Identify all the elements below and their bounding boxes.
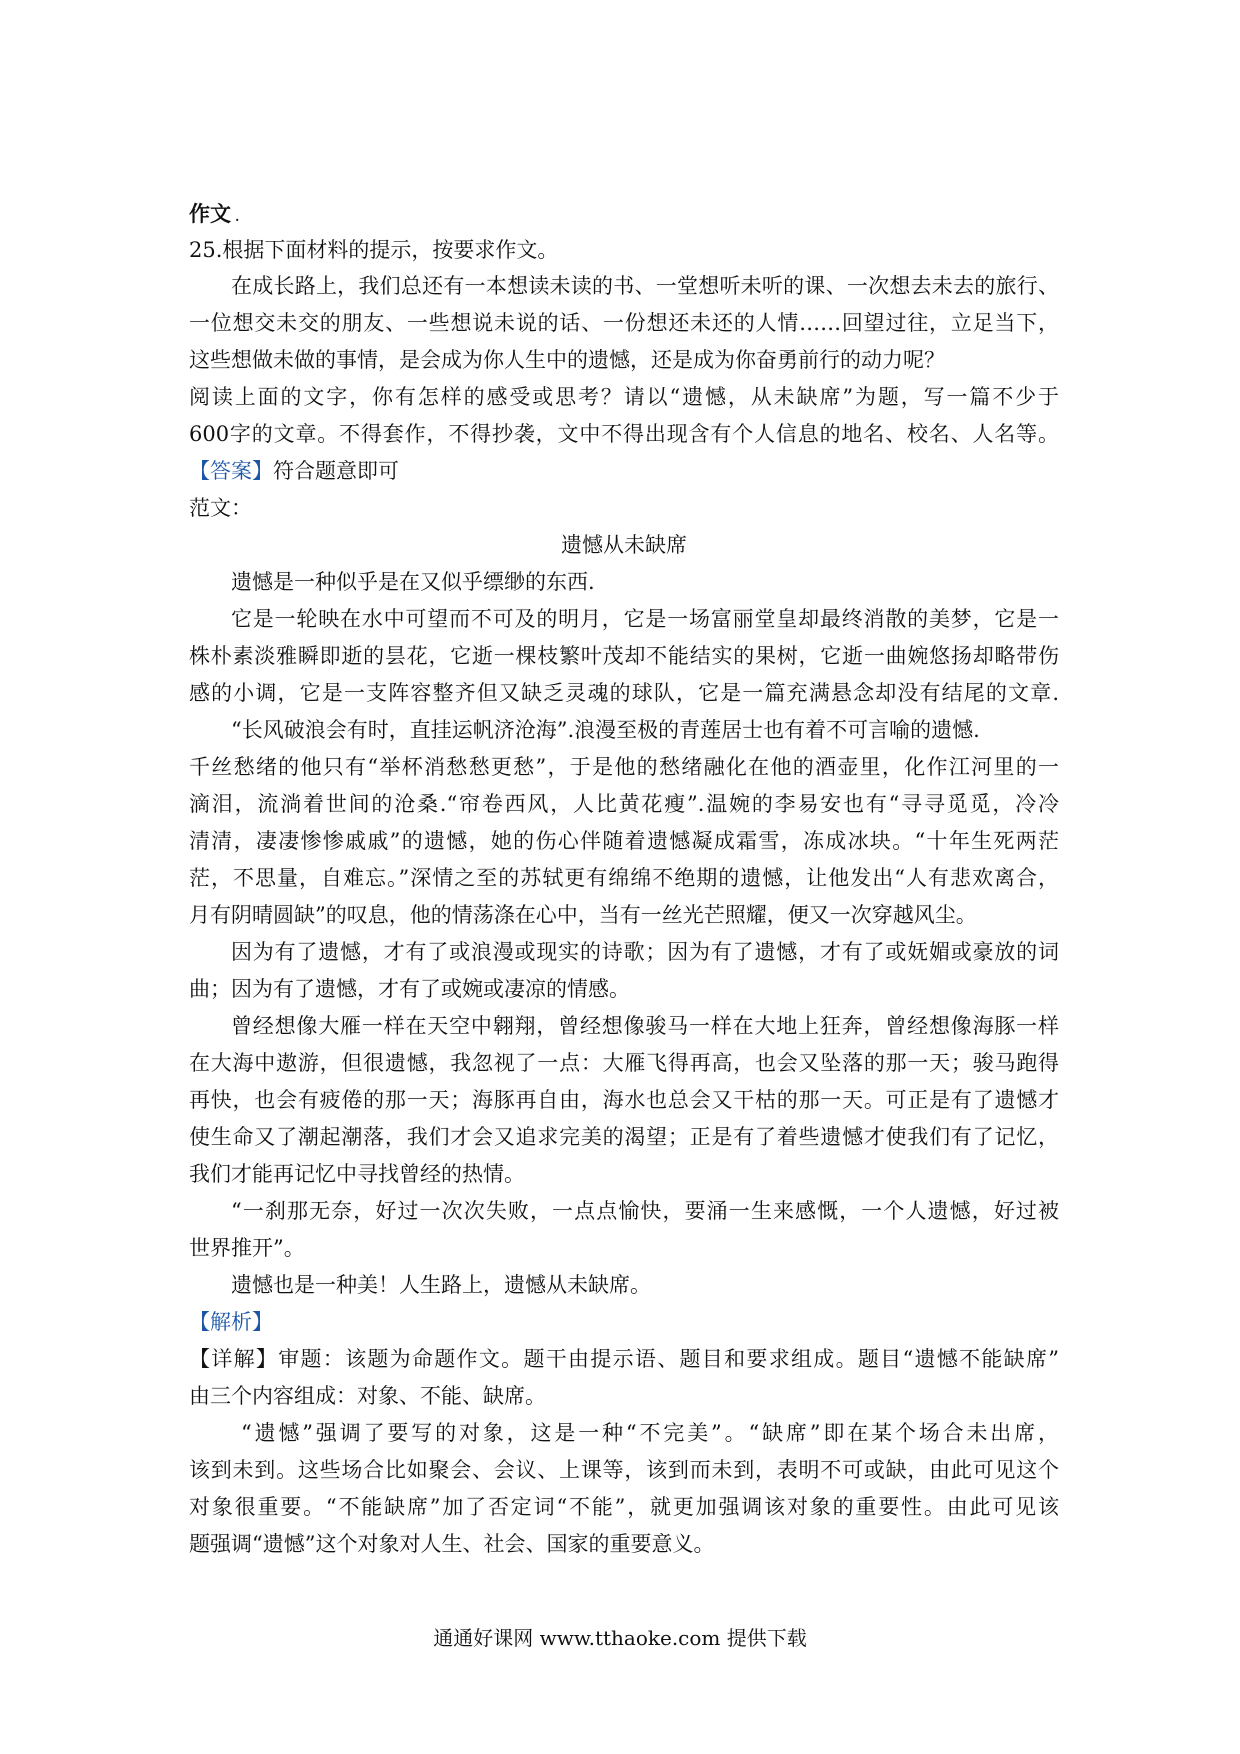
analysis-label: 【解析】 (189, 1310, 273, 1334)
sample-label: 范文： (189, 496, 252, 520)
answer-line (189, 453, 1059, 490)
prompt-block (189, 379, 1059, 453)
essay-body (189, 564, 1059, 1304)
essay-line: “长风破浪会有时，直挂运帆济沧海”.浪漫至极的青莲居士也有着不可言喻的遗憾. (231, 718, 980, 742)
explanation-body (189, 1415, 1059, 1563)
explanation-line: 题强调“遗憾”这个对象对人生、社会、国家的重要意义。 (189, 1532, 715, 1556)
essay-line: 株朴素淡雅瞬即逝的昙花，它逝一棵枝繁叶茂却不能结实的果树，它逝一曲婉悠扬却略带伤 (189, 644, 1059, 668)
detail-line: 由三个内容组成：对象、不能、缺席。 (189, 1384, 546, 1408)
detail-text: 审题：该题为命题作文。题干由提示语、题目和要求组成。题目“遗憾不能缺席” (278, 1347, 1059, 1371)
question-line: 25.根据下面材料的提示，按要求作文。 (189, 238, 559, 262)
essay-line: 再快，也会有疲倦的那一天；海豚再自由，海水也总会又干枯的那一天。可正是有了遗憾才 (189, 1088, 1059, 1112)
prompt-line: 阅读上面的文字，你有怎样的感受或思考？请以“遗憾，从未缺席”为题，写一篇不少于 (189, 385, 1059, 409)
essay-line: 我们才能再记忆中寻找曾经的热情。 (189, 1162, 525, 1186)
essay-line: 滴泪，流淌着世间的沧桑.“帘卷西风，人比黄花瘦”.温婉的李易安也有“寻寻觅觅，冷冷 (189, 792, 1059, 816)
document-body (189, 195, 1059, 1563)
essay-line: 遗憾是一种似乎是在又似乎缥缈的东西. (231, 570, 595, 594)
explanation-line: 对象很重要。“不能缺席”加了否定词“不能”，就更加强调该对象的重要性。由此可见该 (189, 1495, 1059, 1519)
essay-line: 因为有了遗憾，才有了或浪漫或现实的诗歌；因为有了遗憾，才有了或妩媚或豪放的词 (231, 940, 1059, 964)
essay-line: 世界推开”。 (189, 1236, 305, 1260)
material-line: 一位想交未交的朋友、一些想说未说的话、一份想还未还的人情……回望过往，立足当下， (189, 311, 1059, 335)
answer-label: 【答案】 (189, 459, 273, 483)
material-line: 在成长路上，我们总还有一本想读未读的书、一堂想听未听的课、一次想去未去的旅行、 (231, 274, 1059, 298)
essay-line: 感的小调，它是一支阵容整齐但又缺乏灵魂的球队，它是一篇充满悬念却没有结尾的文章. (189, 681, 1059, 705)
essay-title: 遗憾从未缺席 (561, 533, 687, 557)
material-line: 这些想做未做的事情，是会成为你人生中的遗憾，还是成为你奋勇前行的动力呢？ (189, 348, 945, 372)
essay-line: 它是一轮映在水中可望而不可及的明月，它是一场富丽堂皇却最终消散的美梦，它是一 (231, 607, 1059, 631)
prompt-line: 600字的文章。不得套作，不得抄袭，文中不得出现含有个人信息的地名、校名、人名等。 (189, 422, 1059, 446)
detail-label: 【详解】 (189, 1347, 279, 1371)
essay-line: 千丝愁绪的他只有“举杯消愁愁更愁”，于是他的愁绪融化在他的酒壶里，化作江河里的一 (189, 755, 1059, 779)
essay-line: 曾经想像大雁一样在天空中翱翔，曾经想像骏马一样在大地上狂奔，曾经想像海豚一样 (231, 1014, 1059, 1038)
explanation-line: 该到未到。这些场合比如聚会、会议、上课等，该到而未到，表明不可或缺，由此可见这个 (189, 1458, 1059, 1482)
answer-text: 符合题意即可 (273, 459, 399, 483)
essay-line: 月有阴晴圆缺”的叹息，他的情荡涤在心中，当有一丝光芒照耀，便又一次穿越风尘。 (189, 903, 977, 927)
essay-line: “一刹那无奈，好过一次次失败，一点点愉快，要涌一生来感慨，一个人遗憾，好过被 (231, 1199, 1059, 1223)
explanation-line: “遗憾”强调了要写的对象，这是一种“不完美”。“缺席”即在某个场合未出席， (241, 1421, 1059, 1445)
essay-line: 在大海中遨游，但很遗憾，我忽视了一点：大雁飞得再高，也会又坠落的那一天；骏马跑得 (189, 1051, 1059, 1075)
essay-line: 使生命又了潮起潮落，我们才会又追求完美的渴望；正是有了着些遗憾才使我们有了记忆， (189, 1125, 1059, 1149)
essay-line: 茫，不思量，自难忘。”深情之至的苏轼更有绵绵不绝期的遗憾，让他发出“人有悲欢离合， (189, 866, 1059, 890)
detail-line (189, 1341, 1059, 1378)
essay-line: 曲；因为有了遗憾，才有了或婉或凄凉的情感。 (189, 977, 630, 1001)
page-footer: 通通好课网 www.tthaoke.com 提供下载 (433, 1626, 807, 1650)
essay-line: 遗憾也是一种美！人生路上，遗憾从未缺席。 (231, 1273, 651, 1297)
section-title: 作文 . (189, 201, 240, 226)
essay-line: 清清，凄凄惨惨戚戚”的遗憾，她的伤心伴随着遗憾凝成霜雪，冻成冰块。“十年生死两茫 (189, 829, 1059, 853)
material-block (189, 268, 1059, 379)
